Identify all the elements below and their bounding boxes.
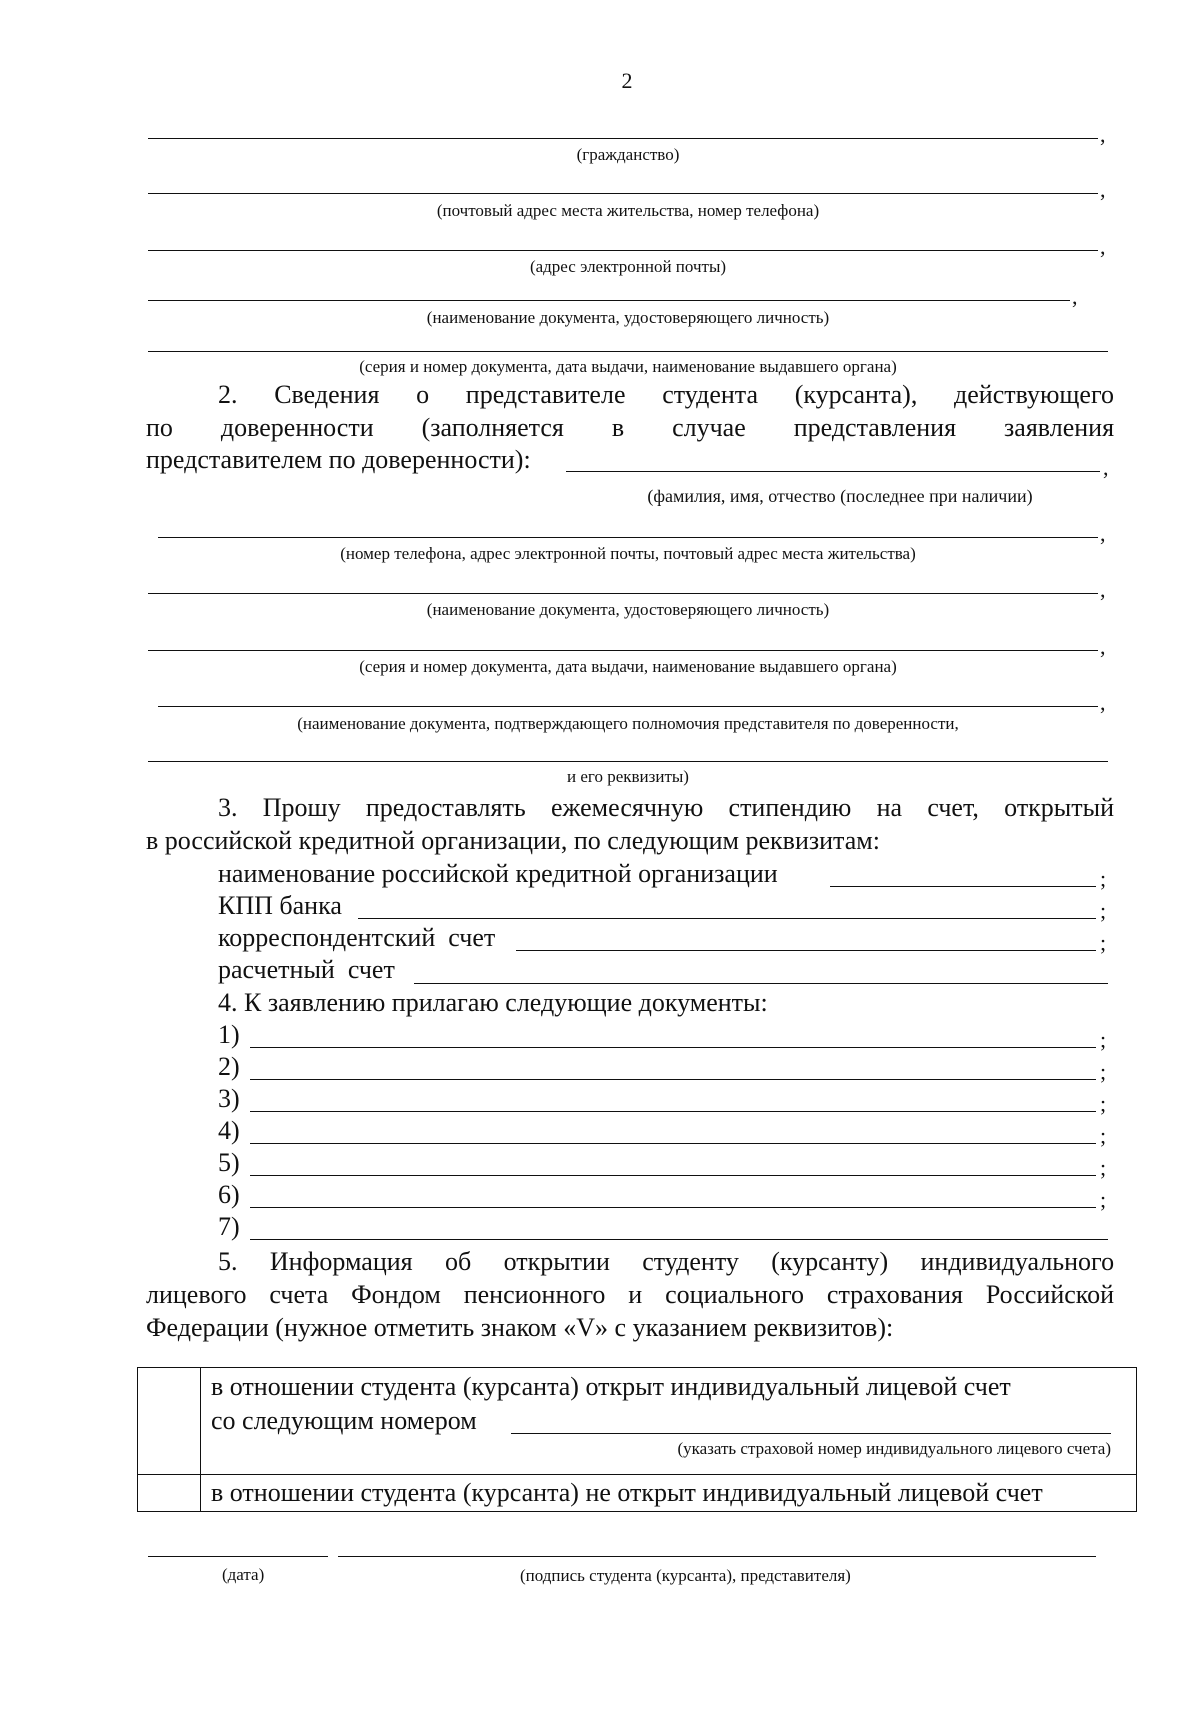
section2-intro-line2: по доверенности (заполняется в случае представления заявления <box>146 413 1115 442</box>
citizenship-line <box>148 138 1098 139</box>
option-account-opened-row <box>138 1368 1137 1475</box>
option-account-not-opened-cell <box>201 1475 1137 1512</box>
representative-contacts-line <box>158 537 1098 538</box>
semicolon: ; <box>1100 1091 1107 1116</box>
attachment-line[interactable] <box>250 1175 1096 1176</box>
comma: , <box>1072 284 1078 309</box>
attachment-line[interactable] <box>250 1143 1096 1144</box>
corr-account-label: корреспондентский счет <box>218 923 496 952</box>
opened-checkbox[interactable] <box>138 1368 201 1475</box>
kpp-label: КПП банка <box>218 891 342 920</box>
comma: , <box>1100 690 1106 715</box>
attachment-number: 6) <box>218 1180 240 1209</box>
bank-name-label: наименование российской кредитной организации <box>218 859 778 888</box>
snils-caption: (указать страховой номер индивидуального лицевого счета) <box>677 1439 1111 1458</box>
kpp-input-line[interactable] <box>358 918 1096 919</box>
representative-name-caption: (фамилия, имя, отчество (последнее при наличии) <box>647 486 1033 506</box>
postal-address-caption: (почтовый адрес места жительства, номер телефона) <box>436 201 820 220</box>
semicolon: ; <box>1100 866 1107 891</box>
email-line <box>148 250 1098 251</box>
option-opened-text-2: со следующим номером <box>211 1406 477 1435</box>
comma: , <box>1100 177 1106 202</box>
snils-input-line[interactable] <box>511 1433 1111 1434</box>
comma: , <box>1100 122 1106 147</box>
semicolon: ; <box>1100 898 1107 923</box>
attachment-line[interactable] <box>250 1239 1108 1240</box>
attachment-number: 7) <box>218 1212 240 1241</box>
id-document-name-caption: (наименование документа, удостоверяющего личность) <box>426 308 830 327</box>
attachment-number: 4) <box>218 1116 240 1145</box>
attachment-line[interactable] <box>250 1111 1096 1112</box>
comma: , <box>1100 577 1106 602</box>
comma: , <box>1103 455 1109 480</box>
semicolon: ; <box>1100 1059 1107 1084</box>
id-document-details-line <box>148 351 1108 352</box>
representative-name-line <box>566 471 1100 472</box>
id-document-details-caption: (серия и номер документа, дата выдачи, наименование выдавшего органа) <box>359 357 897 376</box>
attachment-number: 5) <box>218 1148 240 1177</box>
attachment-number: 2) <box>218 1052 240 1081</box>
representative-id-details-line <box>148 650 1098 651</box>
representative-contacts-caption: (номер телефона, адрес электронной почты, почтовый адрес места жительства) <box>340 544 916 563</box>
section3-intro-line1: 3. Прошу предоставлять ежемесячную стипендию на счет, открытый <box>218 793 1115 822</box>
comma: , <box>1100 634 1106 659</box>
date-line[interactable] <box>148 1556 328 1557</box>
email-caption: (адрес электронной почты) <box>529 257 727 276</box>
representative-id-name-caption: (наименование документа, удостоверяющего личность) <box>426 600 830 619</box>
power-of-attorney-caption-2: и его реквизиты) <box>567 767 689 786</box>
semicolon: ; <box>1100 930 1107 955</box>
semicolon: ; <box>1100 1123 1107 1148</box>
section5-intro-line2: лицевого счета Фондом пенсионного и социального страхования Российской <box>146 1280 1114 1309</box>
bank-name-input-line[interactable] <box>830 886 1096 887</box>
section2-intro-line1: 2. Сведения о представителе студента (курсанта), действующего <box>218 380 1114 409</box>
section2-intro-line3: представителем по доверенности): <box>146 445 531 474</box>
option-opened-text-1: в отношении студента (курсанта) открыт индивидуальный лицевой счет <box>211 1372 1011 1401</box>
page-number: 2 <box>621 68 633 93</box>
option-not-opened-text: в отношении студента (курсанта) не открыт индивидуальный лицевой счет <box>211 1478 1043 1507</box>
not-opened-checkbox[interactable] <box>138 1475 201 1512</box>
option-account-not-opened-row <box>138 1475 1137 1512</box>
section4-heading: 4. К заявлению прилагаю следующие документы: <box>218 988 768 1017</box>
attachment-line[interactable] <box>250 1047 1096 1048</box>
comma: , <box>1100 234 1106 259</box>
settlement-account-input-line[interactable] <box>414 983 1108 984</box>
corr-account-input-line[interactable] <box>516 950 1096 951</box>
semicolon: ; <box>1100 1187 1107 1212</box>
semicolon: ; <box>1100 1155 1107 1180</box>
section5-intro-line3: Федерации (нужное отметить знаком «V» с указанием реквизитов): <box>146 1313 894 1342</box>
representative-id-name-line <box>148 593 1098 594</box>
attachment-line[interactable] <box>250 1079 1096 1080</box>
date-caption: (дата) <box>222 1565 265 1584</box>
power-of-attorney-line <box>158 706 1098 707</box>
settlement-account-label: расчетный счет <box>218 955 395 984</box>
id-document-name-line <box>148 300 1070 301</box>
attachment-line[interactable] <box>250 1207 1096 1208</box>
comma: , <box>1100 521 1106 546</box>
section3-intro-line2: в российской кредитной организации, по следующим реквизитам: <box>146 826 880 855</box>
section5-intro-line1: 5. Информация об открытии студенту (курсанту) индивидуального <box>218 1247 1115 1276</box>
representative-id-details-caption: (серия и номер документа, дата выдачи, наименование выдавшего органа) <box>359 657 897 676</box>
account-info-table <box>137 1367 1137 1512</box>
postal-address-line <box>148 193 1098 194</box>
attachment-number: 3) <box>218 1084 240 1113</box>
power-of-attorney-line-2 <box>148 761 1108 762</box>
signature-caption: (подпись студента (курсанта), представителя) <box>520 1566 851 1585</box>
option-account-opened-cell <box>201 1368 1137 1475</box>
semicolon: ; <box>1100 1027 1107 1052</box>
attachment-number: 1) <box>218 1020 240 1049</box>
citizenship-caption: (гражданство) <box>576 145 680 164</box>
power-of-attorney-caption-1: (наименование документа, подтверждающего полномочия представителя по доверенности, <box>297 714 959 733</box>
signature-line[interactable] <box>338 1556 1096 1557</box>
